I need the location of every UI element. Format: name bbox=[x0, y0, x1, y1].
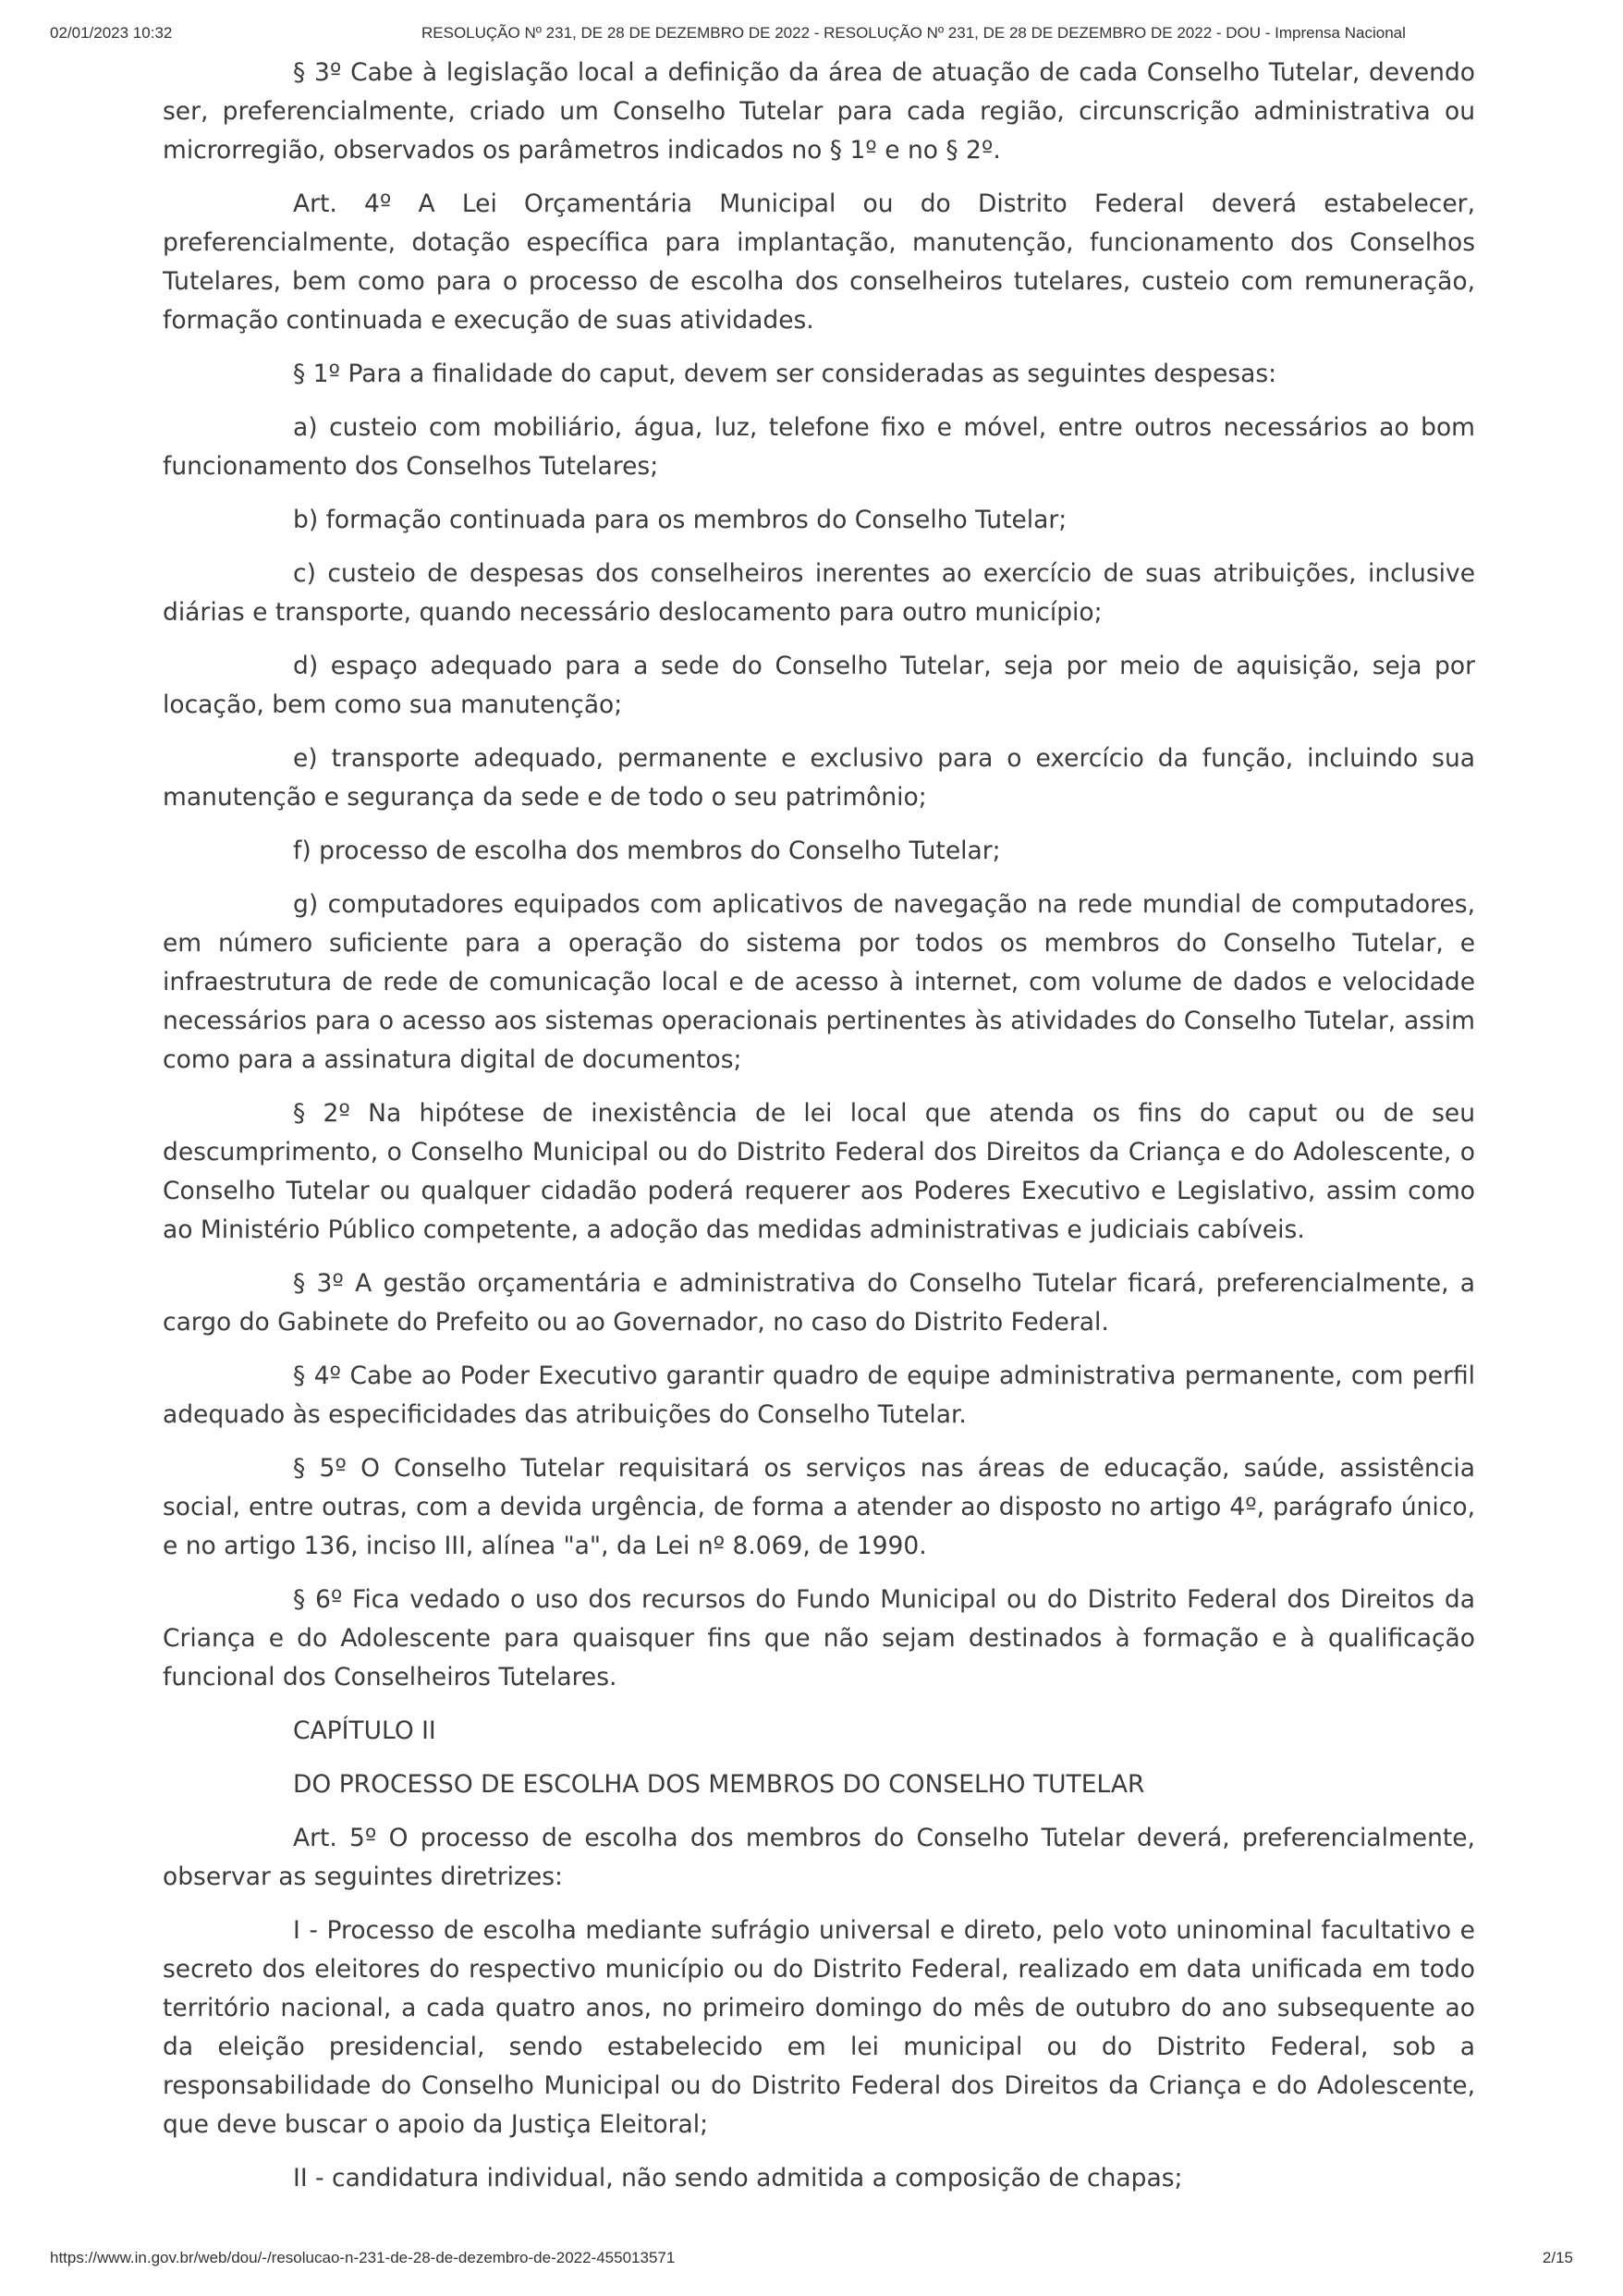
paragraph-item-b: b) formação continuada para os membros do Conselho Tutelar; bbox=[293, 506, 1068, 534]
page-number: 2/15 bbox=[1542, 2249, 1573, 2266]
page-url: https://www.in.gov.br/web/dou/-/resolucao-n-231-de-28-de-dezembro-de-2022-455013571 bbox=[50, 2249, 676, 2266]
paragraph-par2-inexistencia: § 2º Na hipótese de inexistência de lei local que atenda os fins do caput ou de seu descumprimento, o Conselho Municipal ou do Distrito Federal dos Direitos da Criança e do Adolescente, o Conselho Tutelar ou qualquer cidadão poderá requerer aos Poderes Executivo e Legislativo, assim como ao Ministério Público competente, a adoção das medidas administrativas e judiciais cabíveis. bbox=[163, 1099, 1475, 1244]
paragraph-art4: Art. 4º A Lei Orçamentária Municipal ou do Distrito Federal deverá estabelecer, preferencialmente, dotação específica para implantação, manutenção, funcionamento dos Conselhos Tutelares, bem como para o processo de escolha dos conselheiros tutelares, custeio com remuneração, formação continuada e execução de suas atividades. bbox=[163, 189, 1475, 335]
paragraph-item-i: I - Processo de escolha mediante sufrágio universal e direto, pelo voto uninominal facultativo e secreto dos eleitores do respectivo município ou do Distrito Federal, realizado em data unificada em todo território nacional, a cada quatro anos, no primeiro domingo do mês de outubro do ano subsequente ao da eleição presidencial, sendo estabelecido em lei municipal ou do Distrito Federal, sob a responsabilidade do Conselho Municipal ou do Distrito Federal dos Direitos da Criança e do Adolescente, que deve buscar o apoio da Justiça Eleitoral; bbox=[163, 1916, 1475, 2139]
document-body bbox=[163, 54, 1475, 2213]
paragraph-par3-gestao: § 3º A gestão orçamentária e administrativa do Conselho Tutelar ficará, preferencialmente, a cargo do Gabinete do Prefeito ou ao Governador, no caso do Distrito Federal. bbox=[163, 1269, 1475, 1337]
print-datetime: 02/01/2023 10:32 bbox=[50, 24, 173, 42]
paragraph-item-ii: II - candidatura individual, não sendo admitida a composição de chapas; bbox=[293, 2164, 1183, 2192]
paragraph-item-g: g) computadores equipados com aplicativos de navegação na rede mundial de computadores, em número suficiente para a operação do sistema por todos os membros do Conselho Tutelar, e infraestrutura de rede de comunicação local e de acesso à internet, com volume de dados e velocidade necessários para o acesso aos sistemas operacionais pertinentes às atividades do Conselho Tutelar, assim como para a assinatura digital de documentos; bbox=[163, 890, 1475, 1074]
print-footer bbox=[50, 2249, 1573, 2277]
chapter-title: DO PROCESSO DE ESCOLHA DOS MEMBROS DO CONSELHO TUTELAR bbox=[293, 1770, 1145, 1799]
paragraph-item-c: c) custeio de despesas dos conselheiros inerentes ao exercício de suas atribuições, inclusive diárias e transporte, quando necessário deslocamento para outro município; bbox=[163, 559, 1475, 627]
paragraph-par5-servicos: § 5º O Conselho Tutelar requisitará os serviços nas áreas de educação, saúde, assistência social, entre outras, com a devida urgência, de forma a atender ao disposto no artigo 4º, parágrafo único, e no artigo 136, inciso III, alínea "a", da Lei nº 8.069, de 1990. bbox=[163, 1454, 1475, 1560]
paragraph-par1-despesas: § 1º Para a finalidade do caput, devem ser consideradas as seguintes despesas: bbox=[293, 360, 1277, 388]
print-header bbox=[50, 24, 1573, 52]
paragraph-item-e: e) transporte adequado, permanente e exclusivo para o exercício da função, incluindo sua manutenção e segurança da sede e de todo o seu patrimônio; bbox=[163, 744, 1475, 812]
paragraph-item-d: d) espaço adequado para a sede do Conselho Tutelar, seja por meio de aquisição, seja por locação, bem como sua manutenção; bbox=[163, 652, 1475, 719]
paragraph-par4-equipe: § 4º Cabe ao Poder Executivo garantir quadro de equipe administrativa permanente, com perfil adequado às especificidades das atribuições do Conselho Tutelar. bbox=[163, 1362, 1475, 1429]
paragraph-par6-vedacao: § 6º Fica vedado o uso dos recursos do Fundo Municipal ou do Distrito Federal dos Direitos da Criança e do Adolescente para quaisquer fins que não sejam destinados à formação e à qualificação funcional dos Conselheiros Tutelares. bbox=[163, 1585, 1475, 1691]
paragraph-par3-area-atuacao: § 3º Cabe à legislação local a definição da área de atuação de cada Conselho Tutelar, devendo ser, preferencialmente, criado um Conselho Tutelar para cada região, circunscrição administrativa ou microrregião, observados os parâmetros indicados no § 1º e no § 2º. bbox=[163, 58, 1475, 165]
paragraph-item-f: f) processo de escolha dos membros do Conselho Tutelar; bbox=[293, 837, 1001, 865]
chapter-heading: CAPÍTULO II bbox=[293, 1716, 436, 1745]
document-title: RESOLUÇÃO Nº 231, DE 28 DE DEZEMBRO DE 2022 - RESOLUÇÃO Nº 231, DE 28 DE DEZEMBRO DE 2022 - DOU - Imprensa Nacional bbox=[421, 24, 1406, 42]
paragraph-art5: Art. 5º O processo de escolha dos membros do Conselho Tutelar deverá, preferencialmente, observar as seguintes diretrizes: bbox=[163, 1824, 1475, 1891]
paragraph-item-a: a) custeio com mobiliário, água, luz, telefone fixo e móvel, entre outros necessários ao bom funcionamento dos Conselhos Tutelares; bbox=[163, 413, 1475, 481]
